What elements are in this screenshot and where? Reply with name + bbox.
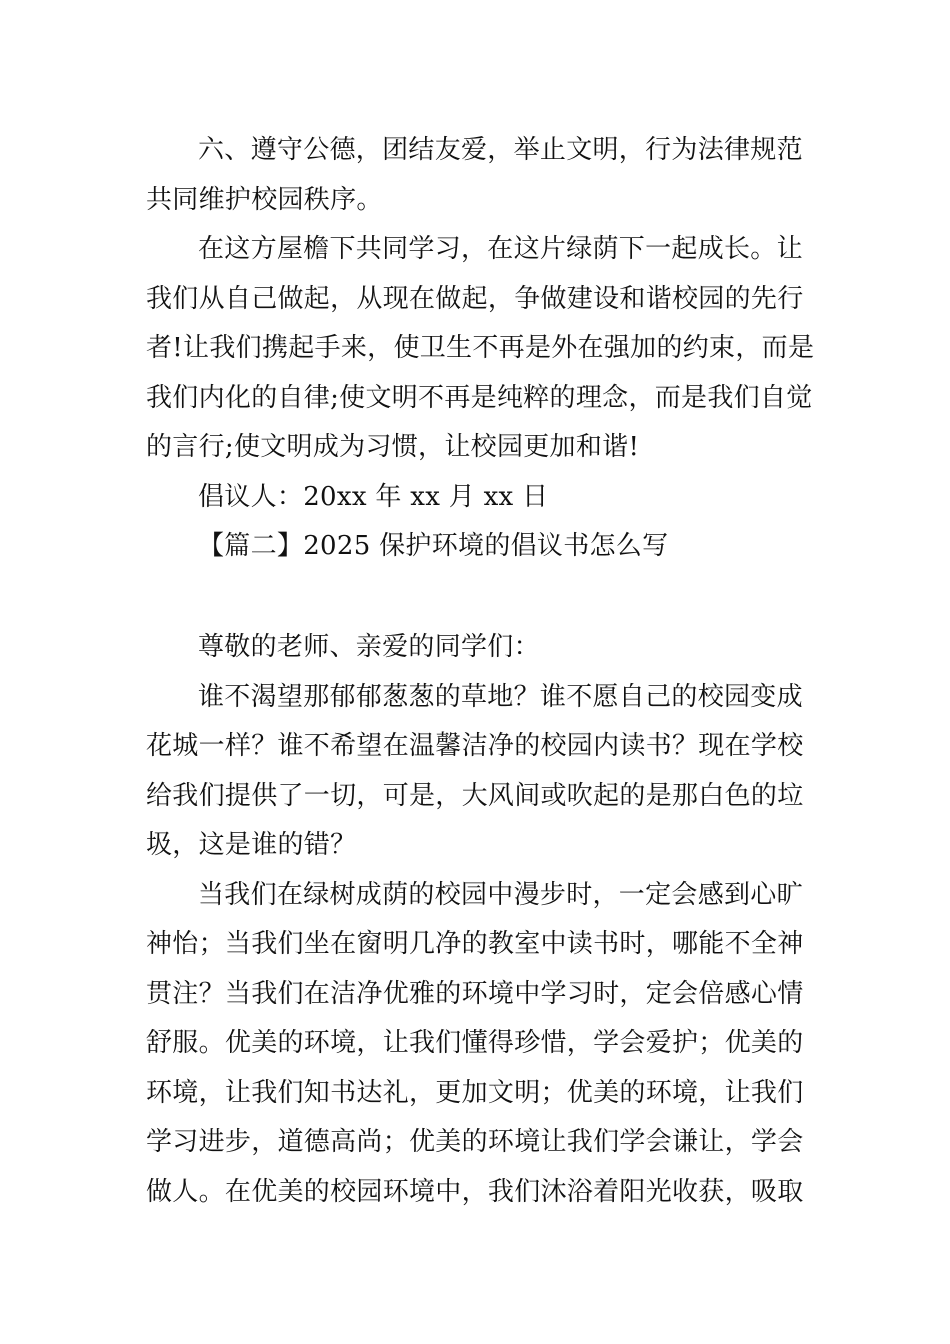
document-text-top bbox=[146, 126, 815, 572]
document-text-bottom bbox=[146, 623, 806, 1217]
text-line: 贯注？当我们在洁净优雅的环境中学习时，定会倍感心情 bbox=[146, 978, 804, 1009]
text-line: 谁不渴望那郁郁葱葱的草地？谁不愿自己的校园变成 bbox=[198, 681, 803, 712]
text-line: 圾，这是谁的错？ bbox=[146, 830, 357, 860]
text-line: 舒服。优美的环境，让我们懂得珍惜，学会爱护；优美的 bbox=[146, 1028, 804, 1058]
text-line: 我们内化的自律;使文明不再是纯粹的理念，而是我们自觉 bbox=[146, 382, 813, 413]
text-line: 尊敬的老师、亲爱的同学们： bbox=[198, 632, 540, 662]
text-line: 者!让我们携起手来，使卫生不再是外在强加的约束，而是 bbox=[146, 333, 815, 363]
text-line: 我们从自己做起，从现在做起，争做建设和谐校园的先行 bbox=[146, 283, 804, 314]
text-line: 神怡；当我们坐在窗明几净的教室中读书时，哪能不全神 bbox=[146, 929, 804, 959]
text-line: 环境，让我们知书达礼，更加文明；优美的环境，让我们 bbox=[146, 1077, 804, 1108]
text-line: 花城一样？谁不希望在温馨洁净的校园内读书？现在学校 bbox=[146, 731, 804, 761]
text-line: 在这方屋檐下共同学习，在这片绿荫下一起成长。让 bbox=[198, 234, 803, 264]
text-line: 给我们提供了一切，可是，大风间或吹起的是那白色的垃 bbox=[146, 780, 804, 811]
text-line: 做人。在优美的校园环境中，我们沐浴着阳光收获，吸取 bbox=[146, 1176, 804, 1207]
text-line: 当我们在绿树成荫的校园中漫步时，一定会感到心旷 bbox=[198, 879, 803, 910]
text-line: 学习进步，道德高尚；优美的环境让我们学会谦让，学会 bbox=[146, 1127, 804, 1157]
text-line: 共同维护校园秩序。 bbox=[146, 184, 383, 215]
text-line: 六、遵守公德，团结友爱，举止文明，行为法律规范 bbox=[198, 135, 803, 165]
text-line: 倡议人：20xx 年 xx 月 xx 日 bbox=[198, 481, 549, 512]
text-line: 的言行;使文明成为习惯，让校园更加和谐! bbox=[146, 432, 640, 462]
text-line: 【篇二】2025 保护环境的倡议书怎么写 bbox=[198, 531, 669, 561]
